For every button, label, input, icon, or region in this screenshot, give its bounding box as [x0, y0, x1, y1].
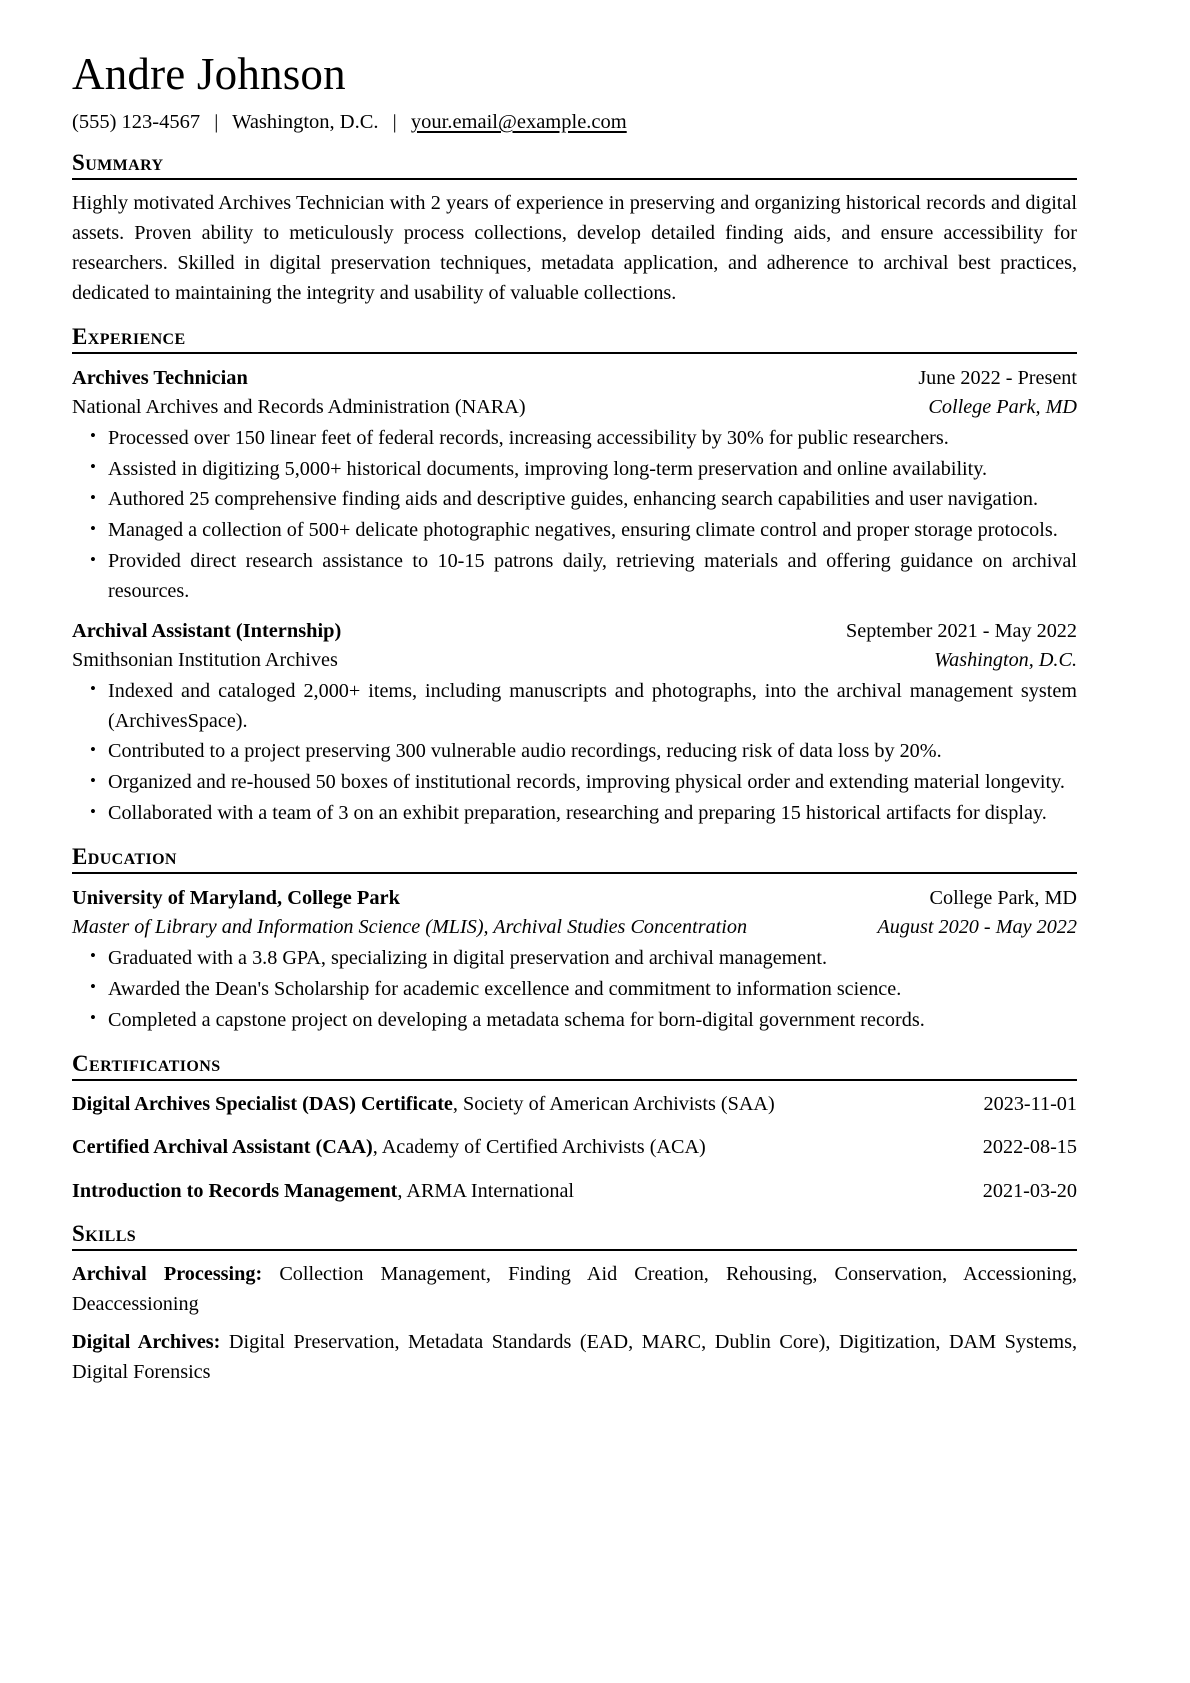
list-item: • Managed a collection of 500+ delicate photographic negatives, ensuring climate control and proper storage protocols. — [72, 516, 1077, 546]
certification-name: Certified Archival Assistant (CAA) — [72, 1136, 373, 1159]
section-summary — [72, 149, 1077, 309]
resume-content — [72, 50, 1077, 1387]
certification-row — [72, 1177, 1077, 1206]
school-name: University of Maryland, College Park — [72, 887, 400, 910]
education-degree-row — [72, 913, 1077, 942]
job-location: Washington, D.C. — [934, 649, 1077, 672]
list-item: • Completed a capstone project on developing a metadata schema for born-digital government records. — [72, 1006, 1077, 1036]
list-item: • Authored 25 comprehensive finding aids and descriptive guides, enhancing search capabilities and user navigation. — [72, 485, 1077, 515]
list-item: • Graduated with a 3.8 GPA, specializing in digital preservation and archival management. — [72, 944, 1077, 974]
section-title-certifications: Certifications — [72, 1050, 221, 1076]
job-date: September 2021 - May 2022 — [846, 620, 1077, 643]
skill-items: Collection Management, Finding Aid Creation, Rehousing, Conservation, Accessioning, Deaccessioning — [72, 1262, 1077, 1315]
job-title: Archival Assistant (Internship) — [72, 620, 342, 643]
section-certifications — [72, 1050, 1077, 1206]
degree-name: Master of Library and Information Science (MLIS), Archival Studies Concentration — [72, 916, 748, 939]
experience-bullets — [72, 424, 1077, 607]
certification-row — [72, 1133, 1077, 1162]
section-title-education: Education — [72, 844, 177, 870]
job-organization: Smithsonian Institution Archives — [72, 649, 338, 672]
section-experience — [72, 323, 1077, 829]
list-item: • Indexed and cataloged 2,000+ items, including manuscripts and photographs, into the archival management system (ArchivesSpace). — [72, 677, 1077, 737]
location-text: Washington, D.C. — [232, 110, 379, 133]
list-item: • Collaborated with a team of 3 on an exhibit preparation, researching and preparing 15 historical artifacts for display. — [72, 799, 1077, 829]
experience-title-row — [72, 364, 1077, 393]
summary-text: Highly motivated Archives Technician with 2 years of experience in preserving and organizing historical records and digital assets. Proven ability to meticulously process collections, develop detailed finding aids, and ensure accessibility for researchers. Skilled in digital preservation techniques, metadata application, and adherence to archival best practices, dedicated to maintaining the integrity and usability of valuable collections. — [72, 192, 1077, 305]
certification-date: 2023-11-01 — [983, 1092, 1077, 1115]
certification-name: Introduction to Records Management — [72, 1180, 398, 1203]
section-rule-skills — [72, 1249, 1077, 1251]
certification-main — [72, 1090, 984, 1119]
list-item: • Organized and re-housed 50 boxes of institutional records, improving physical order and extending material longevity. — [72, 768, 1077, 798]
phone-text: (555) 123-4567 — [72, 110, 201, 133]
contact-line — [72, 109, 1077, 136]
resume-header — [72, 50, 1077, 135]
job-date: June 2022 - Present — [918, 367, 1077, 390]
job-title: Archives Technician — [72, 367, 248, 390]
experience-entry — [72, 617, 1077, 829]
certification-main — [72, 1177, 983, 1206]
skill-category: Digital Archives: — [72, 1330, 221, 1353]
list-item: • Provided direct research assistance to 10-15 patrons daily, retrieving materials and offering guidance on archival resources. — [72, 547, 1077, 607]
school-location: College Park, MD — [929, 887, 1077, 910]
contact-separator-1: | — [214, 110, 219, 133]
experience-entry — [72, 364, 1077, 607]
section-rule-certifications — [72, 1079, 1077, 1081]
section-education — [72, 843, 1077, 1035]
experience-org-row — [72, 646, 1077, 675]
job-organization: National Archives and Records Administration (NARA) — [72, 396, 526, 419]
experience-org-row — [72, 393, 1077, 422]
section-rule-summary — [72, 178, 1077, 180]
skill-category: Archival Processing: — [72, 1262, 263, 1285]
certification-issuer: , Society of American Archivists (SAA) — [452, 1092, 775, 1115]
candidate-name: Andre Johnson — [72, 49, 346, 99]
contact-separator-2: | — [392, 110, 397, 133]
email-link[interactable]: your.email@example.com — [410, 110, 627, 133]
job-location: College Park, MD — [928, 396, 1077, 419]
certification-issuer: , Academy of Certified Archivists (ACA) — [372, 1136, 706, 1159]
certification-date: 2022-08-15 — [982, 1136, 1077, 1159]
degree-date: August 2020 - May 2022 — [877, 916, 1077, 939]
section-skills — [72, 1220, 1077, 1388]
list-item: • Contributed to a project preserving 300 vulnerable audio recordings, reducing risk of data loss by 20%. — [72, 737, 1077, 767]
certification-issuer: , ARMA International — [397, 1180, 575, 1203]
section-title-summary: Summary — [72, 150, 164, 176]
section-title-experience: Experience — [72, 323, 186, 349]
certification-date: 2021-03-20 — [982, 1180, 1077, 1203]
section-rule-education — [72, 872, 1077, 874]
experience-title-row — [72, 617, 1077, 646]
list-item: • Assisted in digitizing 5,000+ historical documents, improving long-term preservation and online availability. — [72, 455, 1077, 485]
section-title-skills: Skills — [72, 1220, 137, 1246]
education-school-row — [72, 884, 1077, 913]
list-item: • Processed over 150 linear feet of federal records, increasing accessibility by 30% for public researchers. — [72, 424, 1077, 454]
certification-main — [72, 1133, 983, 1162]
skill-row — [72, 1260, 1077, 1320]
education-entry — [72, 884, 1077, 1035]
section-rule-experience — [72, 352, 1077, 354]
certification-row — [72, 1090, 1077, 1119]
list-item: • Awarded the Dean's Scholarship for academic excellence and commitment to information science. — [72, 975, 1077, 1005]
education-bullets — [72, 944, 1077, 1036]
skill-row — [72, 1328, 1077, 1388]
skill-items: Digital Preservation, Metadata Standards (EAD, MARC, Dublin Core), Digitization, DAM Systems, Digital Forensics — [72, 1330, 1077, 1383]
experience-bullets — [72, 677, 1077, 829]
certification-name: Digital Archives Specialist (DAS) Certificate — [72, 1092, 453, 1115]
